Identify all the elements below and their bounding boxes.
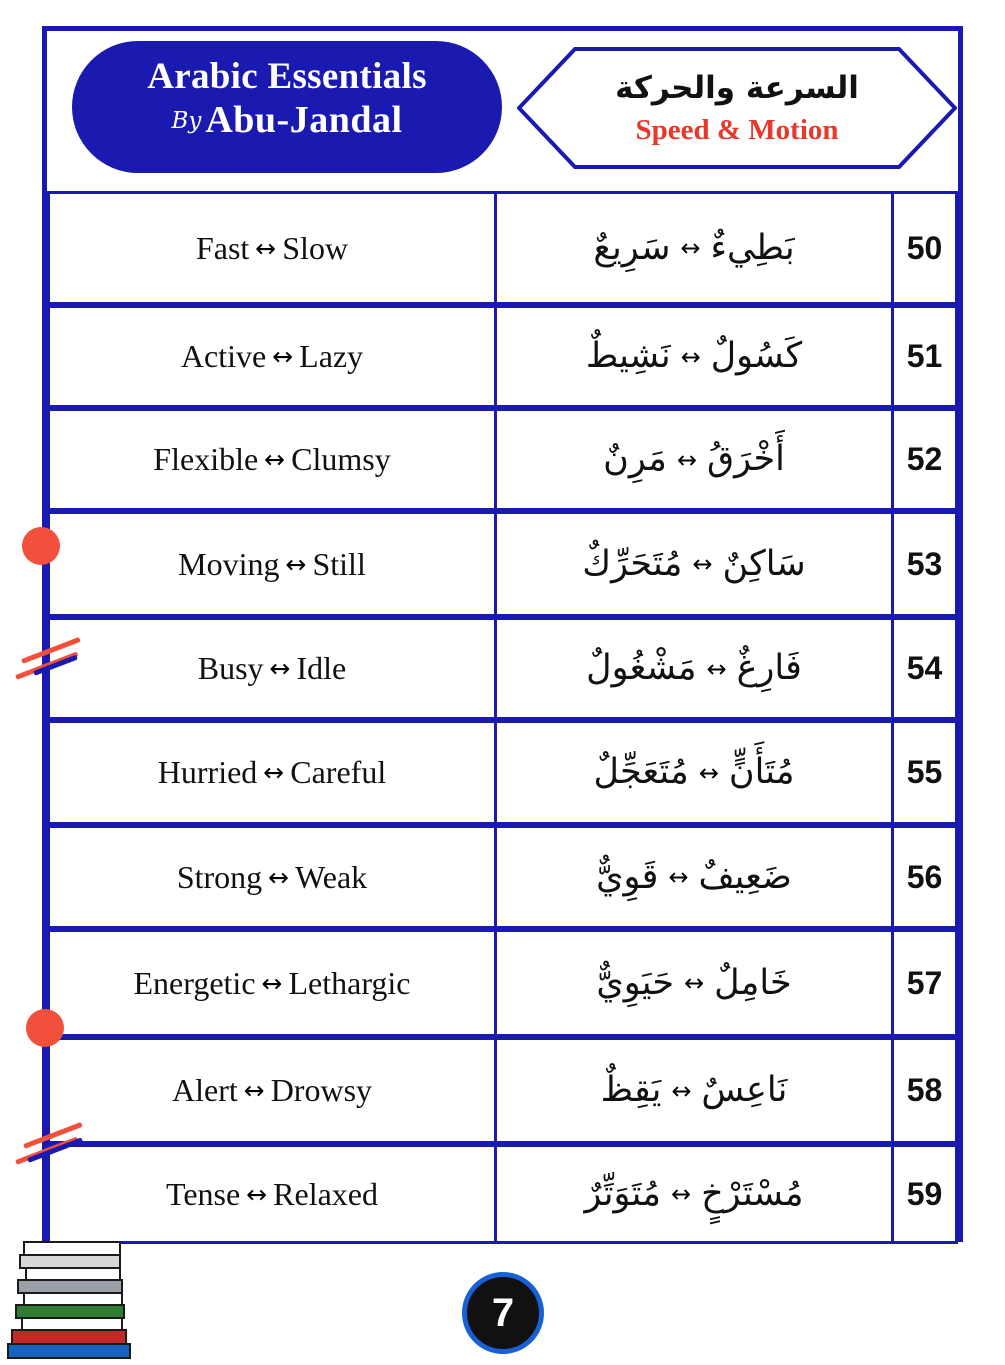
page-header <box>47 31 958 183</box>
english-cell <box>47 191 497 305</box>
by-label: By <box>171 107 202 134</box>
arabic-cell <box>494 825 894 929</box>
table-row <box>47 929 958 1037</box>
pair-arrow-icon: ↔ <box>264 445 286 474</box>
english-cell <box>47 511 497 617</box>
pair-arrow-icon: ↔ <box>684 969 705 997</box>
pair-arrow-icon: ↔ <box>676 445 698 474</box>
pair-arrow-icon: ↔ <box>671 1076 692 1105</box>
english-right-word: Slow <box>282 229 349 266</box>
row-number: 51 <box>906 338 943 374</box>
english-left-word: Alert <box>171 1072 238 1108</box>
english-right-word: Still <box>312 545 366 582</box>
row-number: 53 <box>906 545 943 582</box>
pair-arrow-icon: ↔ <box>285 549 307 579</box>
arabic-cell <box>494 720 894 825</box>
pair-arrow-icon: ↔ <box>272 342 294 371</box>
english-cell <box>47 825 497 929</box>
pair-arrow-icon: ↔ <box>706 654 727 683</box>
row-number: 57 <box>906 964 943 1001</box>
english-right-word: Careful <box>290 754 387 790</box>
table-row <box>47 1144 958 1244</box>
english-cell <box>47 1144 497 1244</box>
table-row <box>47 1037 958 1144</box>
page-number: 7 <box>491 1290 515 1335</box>
row-number-cell <box>891 408 958 511</box>
pair-arrow-icon: ↔ <box>698 758 719 787</box>
author-name: Abu-Jandal <box>205 98 403 141</box>
arabic-right-word: أَخْرَقُ <box>707 439 785 480</box>
arabic-left-word: مُتَعَجِّلٌ <box>593 752 689 793</box>
table-row <box>47 511 958 617</box>
english-right-word: Weak <box>295 858 368 895</box>
brand-author-line <box>72 98 502 141</box>
row-number-cell <box>891 1037 958 1144</box>
pair-arrow-icon: ↔ <box>668 863 689 891</box>
english-right-word: Idle <box>296 650 347 686</box>
topic-badge <box>517 47 957 169</box>
row-number: 56 <box>906 858 943 895</box>
row-number-cell <box>891 720 958 825</box>
table-row <box>47 617 958 720</box>
arabic-left-word: نَشِيطٌ <box>585 336 671 377</box>
english-right-word: Lazy <box>299 338 364 374</box>
pair-arrow-icon: ↔ <box>692 550 713 578</box>
arabic-left-word: مُتَوَتِّرٌ <box>584 1173 661 1214</box>
row-number: 50 <box>906 229 943 266</box>
arabic-right-word: كَسُولٌ <box>710 336 803 377</box>
english-left-word: Fast <box>195 229 250 266</box>
row-number-cell <box>891 511 958 617</box>
arabic-right-word: مُتَأَنٍّ <box>728 752 795 793</box>
pair-arrow-icon: ↔ <box>269 654 291 683</box>
english-left-word: Energetic <box>133 964 256 1001</box>
row-number: 52 <box>906 441 943 477</box>
english-cell <box>47 617 497 720</box>
row-number-cell <box>891 305 958 408</box>
row-number: 59 <box>906 1175 943 1212</box>
pair-arrow-icon: ↔ <box>246 1179 268 1209</box>
english-cell <box>47 1037 497 1144</box>
row-number-cell <box>891 617 958 720</box>
arabic-left-word: مُتَحَرِّكٌ <box>582 543 683 584</box>
arabic-right-word: سَاكِنٌ <box>722 543 806 584</box>
pair-arrow-icon: ↔ <box>263 758 285 787</box>
arabic-cell <box>494 617 894 720</box>
arabic-cell <box>494 929 894 1037</box>
vocabulary-table <box>47 191 958 1244</box>
topic-arabic: السرعة والحركة <box>615 70 859 107</box>
pair-arrow-icon: ↔ <box>255 233 277 263</box>
english-left-word: Active <box>180 338 267 374</box>
table-row <box>47 305 958 408</box>
arabic-cell <box>494 1144 894 1244</box>
row-number-cell <box>891 1144 958 1244</box>
english-right-word: Clumsy <box>291 441 391 477</box>
pair-arrow-icon: ↔ <box>680 342 701 371</box>
red-dot-decoration <box>22 527 60 565</box>
brand-title: Arabic Essentials <box>147 56 427 97</box>
english-cell <box>47 720 497 825</box>
slash-marks-decoration <box>14 645 94 691</box>
english-left-word: Moving <box>178 545 280 582</box>
topic-english: Speed & Motion <box>635 113 839 146</box>
arabic-left-word: مَرِنٌ <box>603 439 667 480</box>
english-cell <box>47 408 497 511</box>
arabic-left-word: حَيَوِيٌّ <box>596 962 674 1003</box>
row-number-cell <box>891 825 958 929</box>
arabic-cell <box>494 191 894 305</box>
table-row <box>47 720 958 825</box>
arabic-cell <box>494 511 894 617</box>
arabic-right-word: نَاعِسٌ <box>701 1070 788 1111</box>
table-row <box>47 825 958 929</box>
english-left-word: Hurried <box>157 754 258 790</box>
pair-arrow-icon: ↔ <box>670 1180 692 1208</box>
table-row <box>47 191 958 305</box>
pair-arrow-icon: ↔ <box>268 862 290 892</box>
arabic-left-word: سَرِيعٌ <box>593 227 671 268</box>
arabic-cell <box>494 1037 894 1144</box>
table-row <box>47 408 958 511</box>
pair-arrow-icon: ↔ <box>680 234 701 262</box>
row-number-cell <box>891 929 958 1037</box>
book-stack-illustration <box>6 1238 146 1360</box>
english-right-word: Lethargic <box>288 964 411 1001</box>
slash-marks-decoration <box>14 1128 94 1174</box>
arabic-left-word: يَقِظٌ <box>600 1070 662 1111</box>
arabic-right-word: بَطِيءٌ <box>710 227 795 268</box>
row-number: 55 <box>906 754 943 790</box>
row-number: 58 <box>906 1072 943 1108</box>
english-left-word: Busy <box>197 650 264 686</box>
page-number-badge <box>462 1272 544 1354</box>
english-left-word: Tense <box>166 1175 241 1212</box>
arabic-right-word: خَامِلٌ <box>714 962 792 1003</box>
arabic-left-word: مَشْغُولٌ <box>586 648 697 689</box>
pair-arrow-icon: ↔ <box>243 1076 265 1105</box>
english-left-word: Strong <box>176 858 263 895</box>
english-cell <box>47 929 497 1037</box>
english-right-word: Drowsy <box>270 1072 373 1108</box>
arabic-cell <box>494 408 894 511</box>
row-number-cell <box>891 191 958 305</box>
english-right-word: Relaxed <box>273 1175 378 1212</box>
arabic-right-word: ضَعِيفٌ <box>698 856 792 897</box>
pair-arrow-icon: ↔ <box>261 968 283 998</box>
arabic-left-word: قَوِيٌّ <box>596 856 659 897</box>
row-number: 54 <box>906 650 943 686</box>
red-dot-decoration <box>26 1009 64 1047</box>
arabic-cell <box>494 305 894 408</box>
arabic-right-word: مُسْتَرْخٍ <box>701 1173 804 1214</box>
arabic-right-word: فَارِغٌ <box>736 648 802 689</box>
english-left-word: Flexible <box>153 441 259 477</box>
english-cell <box>47 305 497 408</box>
brand-badge <box>72 41 502 173</box>
